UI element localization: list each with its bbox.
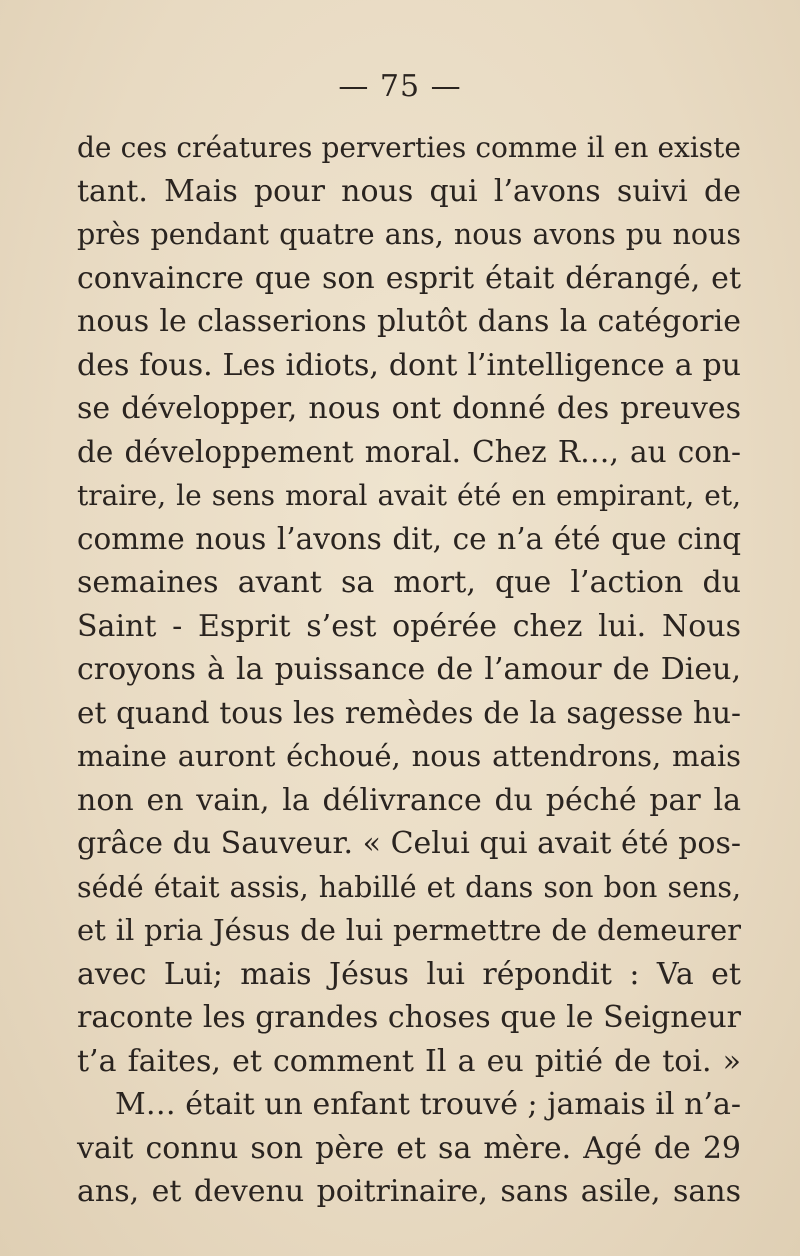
text-line: non en vain, la délivrance du péché par la (77, 782, 741, 818)
text-line: t’a faites, et comment Il a eu pitié de toi. » (77, 1043, 741, 1079)
text-line: près pendant quatre ans, nous avons pu nous (77, 218, 741, 251)
text-line: nous le classerions plutôt dans la catégorie (77, 304, 741, 339)
text-line: grâce du Sauveur. « Celui qui avait été pos- (77, 826, 741, 861)
text-line: traire, le sens moral avait été en empirant, et, (77, 479, 741, 512)
text-line: Saint - Esprit s’est opérée chez lui. Nous (77, 608, 741, 644)
text-line: tant. Mais pour nous qui l’avons suivi de (77, 173, 741, 209)
text-line: avec Lui; mais Jésus lui répondit : Va et (77, 956, 741, 992)
paragraph-start-line: M… était un enfant trouvé ; jamais il n’a- (115, 1087, 741, 1122)
text-line: semaines avant sa mort, que l’action du (77, 565, 741, 600)
text-line: raconte les grandes choses que le Seigneur (77, 1000, 741, 1035)
text-line: et quand tous les remèdes de la sagesse hu- (77, 695, 741, 730)
page-number: — 75 — (338, 69, 462, 104)
text-line: se développer, nous ont donné des preuves (77, 391, 741, 426)
text-line: vait connu son père et sa mère. Agé de 29 (77, 1130, 741, 1166)
text-line: convaincre que son esprit était dérangé, et (77, 260, 741, 296)
text-line: comme nous l’avons dit, ce n’a été que cinq (77, 521, 741, 556)
body-text (77, 126, 741, 1214)
text-line: maine auront échoué, nous attendrons, mais (77, 739, 741, 773)
text-line: sédé était assis, habillé et dans son bon sens, (77, 870, 741, 904)
text-line: de développement moral. Chez R…, au con- (77, 434, 741, 469)
text-line: ans, et devenu poitrinaire, sans asile, sans (77, 1174, 741, 1209)
text-line: et il pria Jésus de lui permettre de demeurer (77, 913, 741, 947)
text-line: des fous. Les idiots, dont l’intelligence a pu (77, 347, 741, 383)
text-line: croyons à la puissance de l’amour de Dieu, (77, 652, 741, 687)
text-line: de ces créatures perverties comme il en existe (77, 131, 741, 164)
